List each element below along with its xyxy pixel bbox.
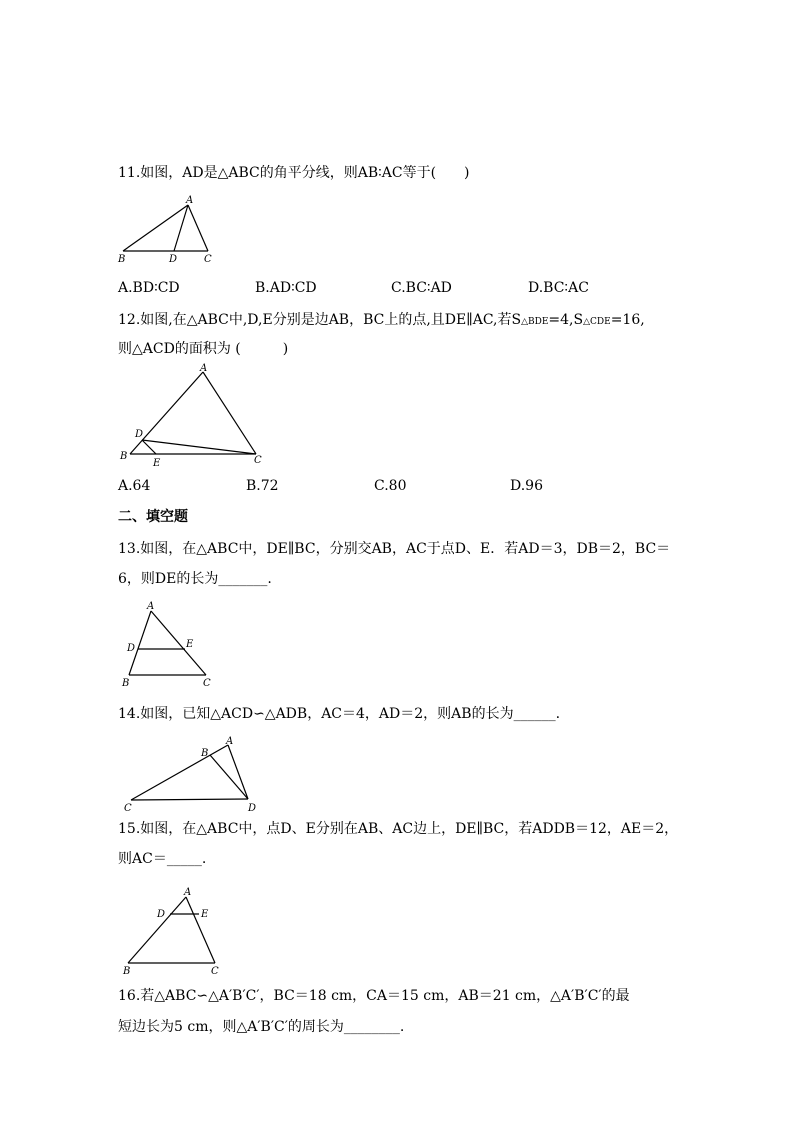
- q15-side-ab: [128, 897, 186, 963]
- q11-label-b: B: [118, 254, 126, 265]
- q11-label-c: C: [204, 254, 212, 265]
- q12-option-b: B.72: [246, 478, 279, 494]
- q15-figure: [118, 888, 238, 988]
- q15-label-d: D: [157, 909, 166, 920]
- q13-side-ac: [151, 611, 206, 675]
- q14-text-line1: 14.如图，已知△ACD∽△ADB，AC＝4，AD＝2，则AB的长为______.: [118, 706, 561, 722]
- q12-label-b: B: [120, 451, 128, 462]
- q13-label-d: D: [127, 643, 136, 654]
- q13-label-c: C: [203, 678, 211, 689]
- q12-end: =16,: [610, 312, 645, 328]
- q15-text-line2: 则AC＝_____.: [118, 851, 207, 867]
- q12-prefix: 12.如图,在△ABC中,D,E分别是边AB，BC上的点,且DE∥AC,若S: [118, 312, 522, 328]
- q12-label-d: D: [135, 429, 144, 440]
- q13-label-e: E: [186, 639, 194, 650]
- q12-sub-cde: △CDE: [583, 317, 611, 327]
- q15-text-line1: 15.如图，在△ABC中，点D、E分别在AB、AC边上，DE∥BC，若ADDB＝12，AE＝2，: [118, 821, 679, 837]
- q12-option-a: A.64: [118, 478, 151, 494]
- q13-figure: [118, 600, 228, 690]
- q12-label-a: A: [200, 363, 208, 374]
- q16-text-line2: 短边长为5 cm，则△A′B′C′的周长为________.: [118, 1019, 405, 1035]
- q11-option-d: D.BC∶AC: [528, 280, 589, 296]
- q15-label-e: E: [201, 909, 209, 920]
- q12-text-line1: [118, 311, 645, 331]
- q12-option-d: D.96: [510, 478, 543, 494]
- q14-label-b: B: [201, 748, 209, 759]
- q14-side-ad: [228, 745, 248, 799]
- q12-text-line2: 则△ACD的面积为 ( ): [118, 341, 289, 357]
- q11-side-ac: [188, 205, 208, 251]
- q12-figure: [118, 362, 278, 472]
- q12-side-ab: [130, 372, 203, 454]
- q14-label-c: C: [124, 803, 132, 814]
- q14-figure: [118, 735, 268, 815]
- q12-label-c: C: [254, 455, 262, 466]
- q15-label-c: C: [211, 966, 219, 977]
- q11-bisector-ad: [174, 205, 188, 251]
- q14-segment-bd: [210, 755, 248, 799]
- q14-side-ca: [131, 745, 228, 800]
- q12-segment-de: [142, 440, 156, 454]
- q11-option-a: A.BD∶CD: [118, 280, 180, 296]
- q15-side-ac: [186, 897, 215, 963]
- q13-text-line1: 13.如图，在△ABC中，DE∥BC，分别交AB，AC于点D、E．若AD＝3，DB＝2，BC＝: [118, 541, 671, 557]
- q14-side-cd: [131, 799, 248, 800]
- q11-label-d: D: [169, 254, 178, 265]
- q13-label-a: A: [147, 601, 155, 612]
- q12-side-ac: [203, 372, 256, 454]
- q11-text: 11.如图，AD是△ABC的角平分线，则AB∶AC等于( ): [118, 165, 470, 181]
- section-heading: 二、填空题: [118, 509, 188, 525]
- q15-label-b: B: [123, 966, 131, 977]
- q11-option-c: C.BC∶AD: [391, 280, 452, 296]
- q13-text-line2: 6，则DE的长为_______.: [118, 571, 272, 587]
- q16-text-line1: 16.若△ABC∽△A′B′C′，BC＝18 cm，CA＝15 cm，AB＝21 cm，△A′B′C′的最: [118, 988, 630, 1004]
- q12-label-e: E: [153, 458, 161, 469]
- q13-label-b: B: [122, 678, 130, 689]
- q12-segment-dc: [142, 440, 256, 454]
- q11-side-ab: [123, 205, 188, 251]
- q14-label-d: D: [248, 803, 257, 814]
- q12-mid: =4,S: [548, 312, 584, 328]
- q15-label-a: A: [184, 887, 192, 898]
- q11-label-a: A: [186, 195, 194, 206]
- q11-option-b: B.AD∶CD: [255, 280, 317, 296]
- q12-option-c: C.80: [374, 478, 407, 494]
- q11-figure: [118, 194, 218, 264]
- q12-sub-bde: △BDE: [521, 317, 549, 327]
- q14-label-a: A: [226, 736, 234, 747]
